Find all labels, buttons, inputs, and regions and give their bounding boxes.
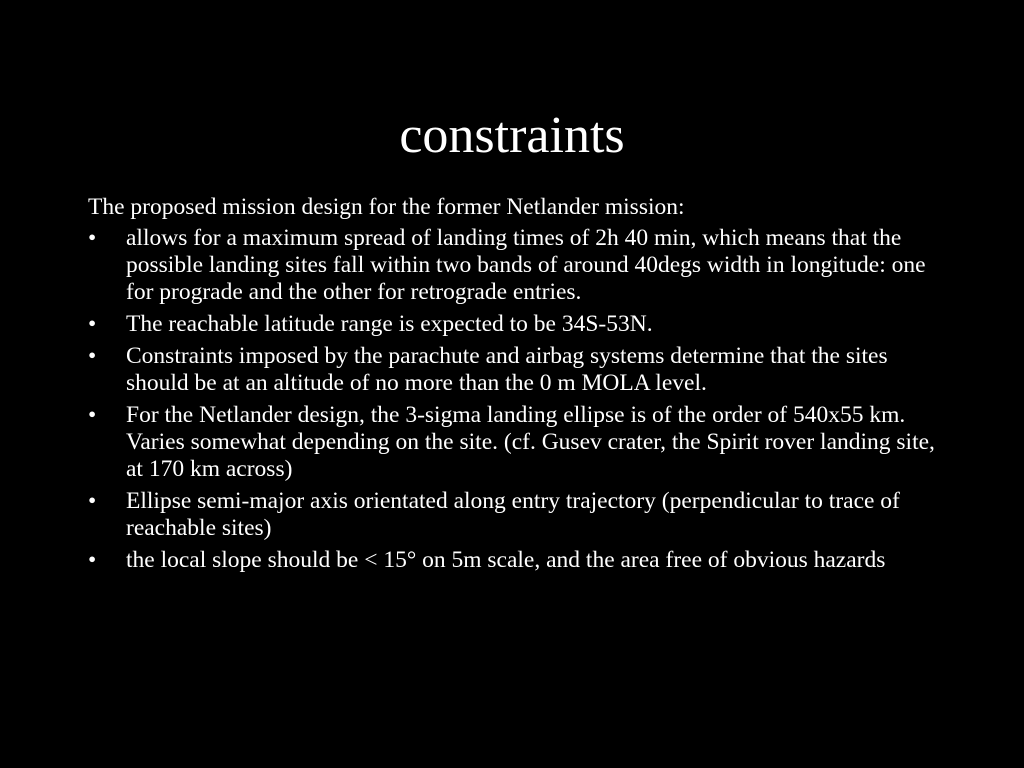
bullet-text: The reachable latitude range is expected to be 34S-53N. <box>126 311 653 337</box>
bullet-dot-icon: • <box>88 311 97 337</box>
bullet-item <box>88 547 938 574</box>
bullet-text: Ellipse semi-major axis orientated along entry trajectory (perpendicular to trace of reachable sites) <box>126 488 900 541</box>
bullet-dot-icon: • <box>88 547 97 573</box>
bullet-dot-icon: • <box>88 343 97 369</box>
bullet-text: For the Netlander design, the 3-sigma landing ellipse is of the order of 540x55 km. Varies somewhat depending on the site. (cf. Gusev crater, the Spirit rover landing site, at 170 km across) <box>126 402 935 482</box>
bullet-text: allows for a maximum spread of landing times of 2h 40 min, which means that the possible landing sites fall within two bands of around 40degs width in longitude: one for prograde and the other for retrograde entries. <box>126 225 926 305</box>
bullet-item <box>88 402 938 483</box>
slide-title: constraints <box>399 107 625 164</box>
bullet-list <box>88 225 938 574</box>
bullet-dot-icon: • <box>88 488 97 514</box>
bullet-item <box>88 311 938 338</box>
slide-body <box>88 194 938 579</box>
bullet-item <box>88 225 938 306</box>
bullet-dot-icon: • <box>88 225 97 251</box>
intro-text: The proposed mission design for the former Netlander mission: <box>88 194 685 220</box>
bullet-text: the local slope should be < 15° on 5m scale, and the area free of obvious hazards <box>126 547 886 573</box>
bullet-item <box>88 488 938 542</box>
bullet-text: Constraints imposed by the parachute and airbag systems determine that the sites should be at an altitude of no more than the 0 m MOLA level. <box>126 343 888 396</box>
bullet-dot-icon: • <box>88 402 97 428</box>
bullet-item <box>88 343 938 397</box>
